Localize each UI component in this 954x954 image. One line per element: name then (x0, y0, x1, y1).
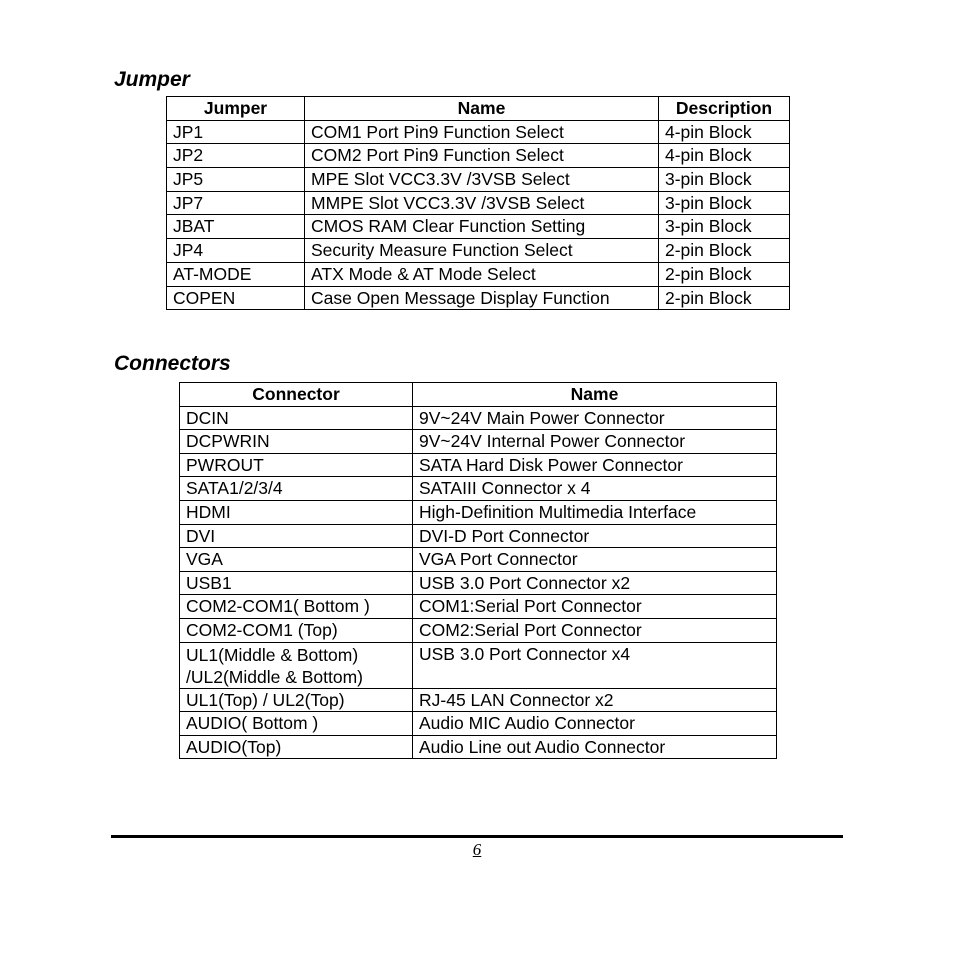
connector-name-cell: RJ-45 LAN Connector x2 (413, 688, 777, 712)
connector-id-cell: VGA (180, 548, 413, 572)
connector-id-cell: COM2-COM1( Bottom ) (180, 595, 413, 619)
table-row (180, 548, 777, 572)
jumper-id-cell: AT-MODE (167, 262, 305, 286)
connector-id-cell: DCIN (180, 406, 413, 430)
connector-name-cell: USB 3.0 Port Connector x4 (413, 642, 777, 688)
jumper-description-cell: 3-pin Block (659, 215, 790, 239)
connector-id-cell: AUDIO(Top) (180, 735, 413, 759)
jumper-id-cell: COPEN (167, 286, 305, 310)
table-row (180, 430, 777, 454)
connector-id-cell: DVI (180, 524, 413, 548)
connector-id-cell: HDMI (180, 500, 413, 524)
column-header-name: Name (413, 383, 777, 407)
footer-divider (111, 835, 843, 838)
column-header-jumper: Jumper (167, 97, 305, 121)
jumper-description-cell: 2-pin Block (659, 239, 790, 263)
table-row (180, 500, 777, 524)
jumper-name-cell: MMPE Slot VCC3.3V /3VSB Select (305, 191, 659, 215)
jumper-section-title: Jumper (114, 68, 190, 91)
table-row (180, 571, 777, 595)
table-row (180, 618, 777, 642)
connector-name-cell: Audio Line out Audio Connector (413, 735, 777, 759)
connector-name-cell: USB 3.0 Port Connector x2 (413, 571, 777, 595)
table-row (180, 642, 777, 688)
connector-name-cell: VGA Port Connector (413, 548, 777, 572)
jumper-name-cell: CMOS RAM Clear Function Setting (305, 215, 659, 239)
connectors-table (179, 382, 777, 759)
table-row (167, 239, 790, 263)
table-row (180, 735, 777, 759)
jumper-table (166, 96, 790, 310)
table-row (180, 477, 777, 501)
column-header-name: Name (305, 97, 659, 121)
jumper-name-cell: ATX Mode & AT Mode Select (305, 262, 659, 286)
jumper-id-cell: JP5 (167, 168, 305, 192)
table-header-row (180, 383, 777, 407)
jumper-name-cell: COM2 Port Pin9 Function Select (305, 144, 659, 168)
table-row (180, 453, 777, 477)
table-row (167, 168, 790, 192)
jumper-name-cell: MPE Slot VCC3.3V /3VSB Select (305, 168, 659, 192)
connector-id-cell: UL1(Top) / UL2(Top) (180, 688, 413, 712)
table-header-row (167, 97, 790, 121)
table-row (180, 688, 777, 712)
connector-name-cell: 9V~24V Main Power Connector (413, 406, 777, 430)
column-header-description: Description (659, 97, 790, 121)
jumper-name-cell: COM1 Port Pin9 Function Select (305, 120, 659, 144)
jumper-id-cell: JBAT (167, 215, 305, 239)
connector-id-cell: USB1 (180, 571, 413, 595)
column-header-connector: Connector (180, 383, 413, 407)
connector-name-cell: Audio MIC Audio Connector (413, 712, 777, 736)
connector-name-cell: DVI-D Port Connector (413, 524, 777, 548)
table-row (180, 595, 777, 619)
connector-id-cell: PWROUT (180, 453, 413, 477)
connector-id-cell: DCPWRIN (180, 430, 413, 454)
table-row (180, 712, 777, 736)
jumper-id-cell: JP1 (167, 120, 305, 144)
table-row (167, 120, 790, 144)
connector-name-cell: COM1:Serial Port Connector (413, 595, 777, 619)
table-row (167, 286, 790, 310)
table-row (167, 144, 790, 168)
jumper-description-cell: 2-pin Block (659, 286, 790, 310)
jumper-id-cell: JP2 (167, 144, 305, 168)
connector-id-cell: COM2-COM1 (Top) (180, 618, 413, 642)
connector-name-cell: SATAIII Connector x 4 (413, 477, 777, 501)
connector-id-cell: AUDIO( Bottom ) (180, 712, 413, 736)
connector-name-cell: COM2:Serial Port Connector (413, 618, 777, 642)
jumper-description-cell: 4-pin Block (659, 120, 790, 144)
jumper-id-cell: JP7 (167, 191, 305, 215)
jumper-id-cell: JP4 (167, 239, 305, 263)
connector-id-cell: UL1(Middle & Bottom) /UL2(Middle & Bottom) (180, 642, 413, 688)
table-row (180, 406, 777, 430)
table-row (167, 191, 790, 215)
jumper-name-cell: Case Open Message Display Function (305, 286, 659, 310)
connector-name-cell: High-Definition Multimedia Interface (413, 500, 777, 524)
jumper-description-cell: 4-pin Block (659, 144, 790, 168)
table-row (167, 215, 790, 239)
jumper-description-cell: 3-pin Block (659, 168, 790, 192)
table-row (167, 262, 790, 286)
page-number: 6 (472, 840, 482, 859)
jumper-description-cell: 2-pin Block (659, 262, 790, 286)
connector-name-cell: SATA Hard Disk Power Connector (413, 453, 777, 477)
table-row (180, 524, 777, 548)
jumper-name-cell: Security Measure Function Select (305, 239, 659, 263)
connectors-section-title: Connectors (114, 352, 231, 375)
connector-id-cell: SATA1/2/3/4 (180, 477, 413, 501)
connector-name-cell: 9V~24V Internal Power Connector (413, 430, 777, 454)
jumper-description-cell: 3-pin Block (659, 191, 790, 215)
